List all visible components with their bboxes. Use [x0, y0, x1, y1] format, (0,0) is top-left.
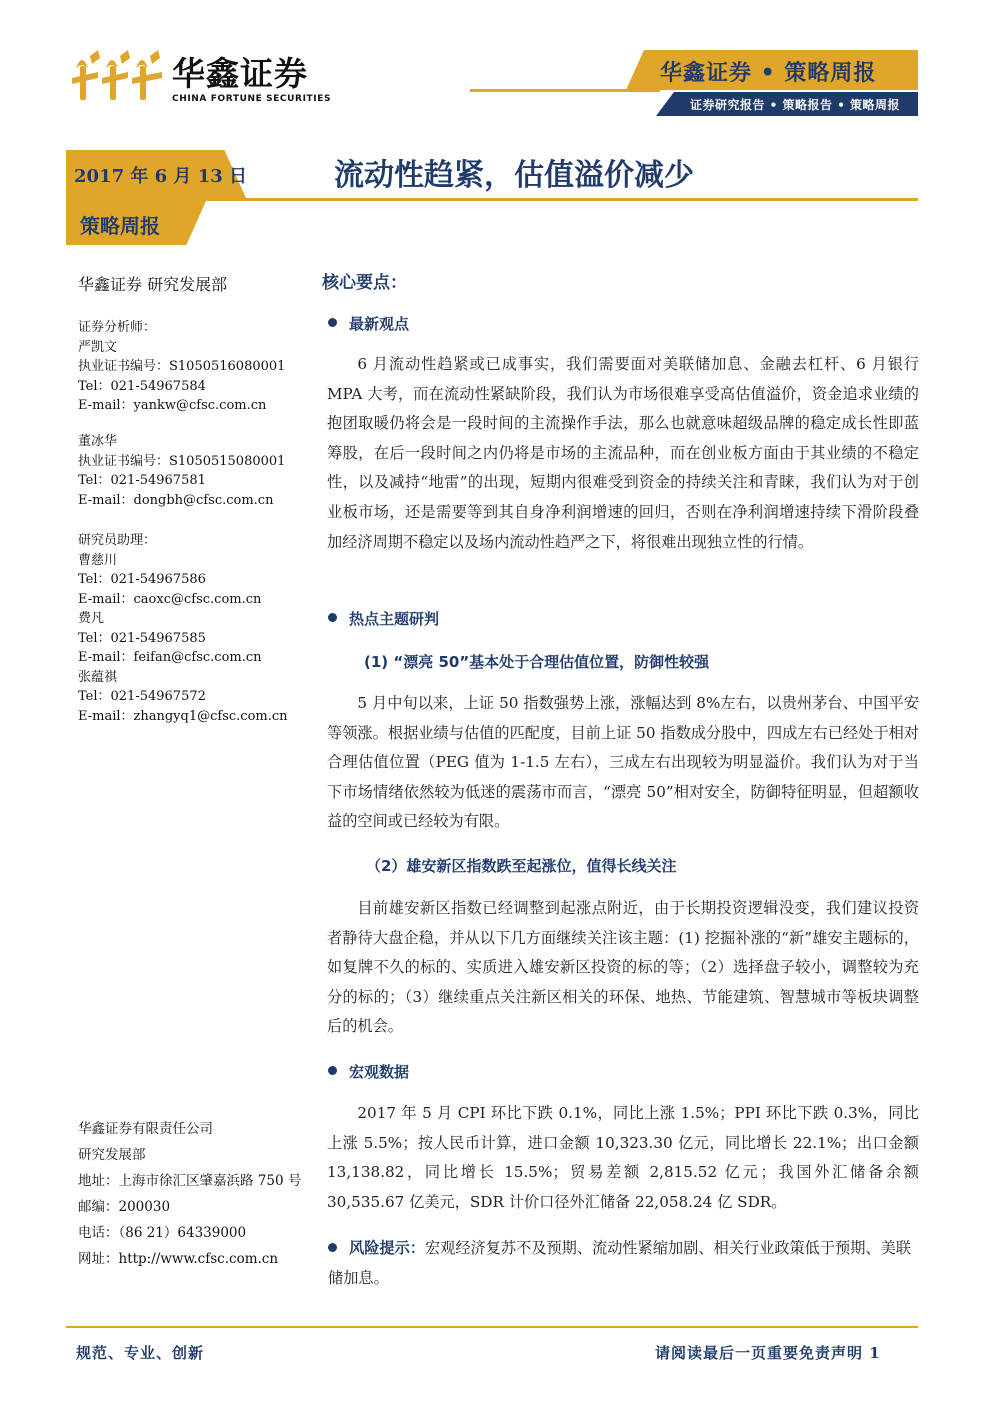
company-website[interactable]: 网址：http://www.cfsc.com.cn [78, 1251, 279, 1267]
bullet-icon [328, 318, 337, 327]
analyst-label: 证券分析师： [78, 320, 157, 335]
company-info [78, 1116, 308, 1272]
company-phone: 电话：（86 21）64339000 [78, 1225, 247, 1241]
analyst-email[interactable]: E-mail：yankw@cfsc.com.cn [78, 398, 267, 413]
assistant-tel: Tel：021-54967572 [78, 689, 206, 704]
analyst-block [78, 318, 285, 416]
subsection-title: (1) “漂亮 50”基本处于合理估值位置，防御性较强 [364, 653, 710, 671]
section-heading [328, 608, 439, 629]
analyst-name: 董冰华 [78, 434, 118, 449]
section-title: 宏观数据 [349, 1063, 410, 1081]
subsection-title: （2）雄安新区指数跌至起涨位，值得长线关注 [366, 857, 677, 875]
risk-text: 宏观经济复苏不及预期、流动性紧缩加剧、相关行业政策低于预期、美联储加息。 [328, 1239, 911, 1287]
research-dept: 华鑫证券 研究发展部 [78, 275, 228, 294]
series-subtitle: 证券研究报告 • 策略报告 • 策略周报 [690, 98, 901, 112]
assistant-tel: Tel：021-54967586 [78, 572, 206, 587]
title-rule [66, 198, 918, 201]
bullet-icon [328, 1243, 337, 1252]
report-type: 策略周报 [80, 214, 160, 238]
assistant-email[interactable]: E-mail：zhangyq1@cfsc.com.cn [78, 708, 288, 724]
logo-text-cn: 华鑫证券 [172, 54, 308, 93]
analyst-name: 严凯文 [78, 339, 118, 355]
company-name: 华鑫证券有限责任公司 [78, 1121, 213, 1137]
assistant-tel: Tel：021-54967585 [78, 630, 206, 646]
section-title: 最新观点 [349, 315, 410, 333]
assistant-name: 费凡 [78, 611, 105, 626]
analyst-cert: 执业证书编号：S1050516080001 [78, 359, 286, 374]
company-postcode: 邮编：200030 [78, 1199, 171, 1215]
risk-label: 风险提示： [349, 1239, 425, 1257]
bullet-icon [328, 613, 337, 622]
assistant-email[interactable]: E-mail：feifan@cfsc.com.cn [78, 650, 262, 665]
section-heading [328, 313, 409, 334]
logo-text-en: CHINA FORTUNE SECURITIES [172, 94, 332, 104]
core-points-title: 核心要点： [322, 273, 407, 293]
bullet-icon [328, 1066, 337, 1075]
assistant-name: 曹慈川 [78, 552, 118, 568]
subsection-paragraph: 目前雄安新区指数已经调整到起涨点附近，由于长期投资逻辑没变，我们建议投资者静待大盘企稳，并从以下几方面继续关注该主题：(1) 挖掘补涨的“新”雄安主题标的，如复牌不久的标的、实质进入雄安新区投资的标的等；（2）选择盘子较小，调整较为充分的标的；（3）继续重点关注新区相关的环保、地热、节能建筑、智慧城市等板块调整后的机会。 [327, 899, 919, 1036]
report-date: 2017 年 6 月 13 日 [74, 166, 248, 187]
analyst-email[interactable]: E-mail：dongbh@cfsc.com.cn [78, 492, 274, 508]
analyst-tel: Tel：021-54967584 [78, 378, 206, 394]
analyst-cert: 执业证书编号：S1050515080001 [78, 453, 286, 469]
risk-note [328, 1234, 918, 1293]
section-paragraph: 2017 年 5 月 CPI 环比下跌 0.1%，同比上涨 1.5%；PPI 环比下跌 0.3%，同比上涨 5.5%；按人民币计算，进口金额 10,323.30 亿元，同比增长 22.1%；出口金额 13,138.82，同比增长 15.5%；贸易差额 2,815.52 亿元；我国外汇储备余额 30,535.67 亿美元，SDR 计价口径外汇储备 22,058.24 亿 SDR。 [327, 1104, 919, 1211]
footer-disclaimer-page: 请阅读最后一页重要免责声明 1 [655, 1344, 881, 1362]
assistant-email[interactable]: E-mail：caoxc@cfsc.com.cn [78, 591, 262, 607]
analyst-tel: Tel：021-54967581 [78, 473, 206, 488]
section-heading [328, 1061, 409, 1082]
report-title: 流动性趋紧，估值溢价减少 [334, 158, 694, 193]
assistant-label: 研究员助理： [78, 533, 157, 548]
logo-mark-icon [72, 48, 167, 106]
analyst-block [78, 432, 285, 510]
footer-rule [66, 1326, 918, 1328]
series-title: 华鑫证券 • 策略周报 [660, 60, 877, 86]
assistant-name: 张蕴祺 [78, 669, 118, 685]
assistant-block [78, 531, 288, 726]
company-dept: 研究发展部 [78, 1147, 146, 1163]
section-paragraph: 6 月流动性趋紧或已成事实，我们需要面对美联储加息、金融去杠杆、6 月银行 MPA 大考，而在流动性紧缺阶段，我们认为市场很难享受高估值溢价，资金追求业绩的抱团取暖仍将会是一段时间的主流操作手法，那么也就意味超级品牌的稳定成长性即蓝筹股，在后一段时间之内仍将是市场的主流品种，而在创业板方面由于其业绩的不稳定性，以及减持“地雷”的出现，短期内很难受到资金的持续关注和青睐，我们认为对于创业板市场，还是需要等到其自身净利润增速的回归，否则在净利润增速持续下滑阶段叠加经济周期不稳定以及场内流动性趋严之下，将很难出现独立性的行情。 [327, 355, 919, 551]
section-title: 热点主题研判 [349, 610, 440, 628]
company-address: 地址：上海市徐汇区肇嘉浜路 750 号 [78, 1173, 302, 1189]
subsection-paragraph: 5 月中旬以来，上证 50 指数强势上涨，涨幅达到 8%左右，以贵州茅台、中国平安等领涨。根据业绩与估值的匹配度，目前上证 50 指数成分股中，四成左右已经处于相对合理估值位置（PEG 值为 1-1.5 左右），三成左右出现较为明显溢价。我们认为对于当下市场情绪依然较为低迷的震荡市而言，“漂亮 50”相对安全，防御特征明显，但超额收益的空间或已经较为有限。 [327, 694, 919, 831]
company-logo [72, 42, 352, 112]
footer-slogan: 规范、专业、创新 [76, 1344, 205, 1362]
